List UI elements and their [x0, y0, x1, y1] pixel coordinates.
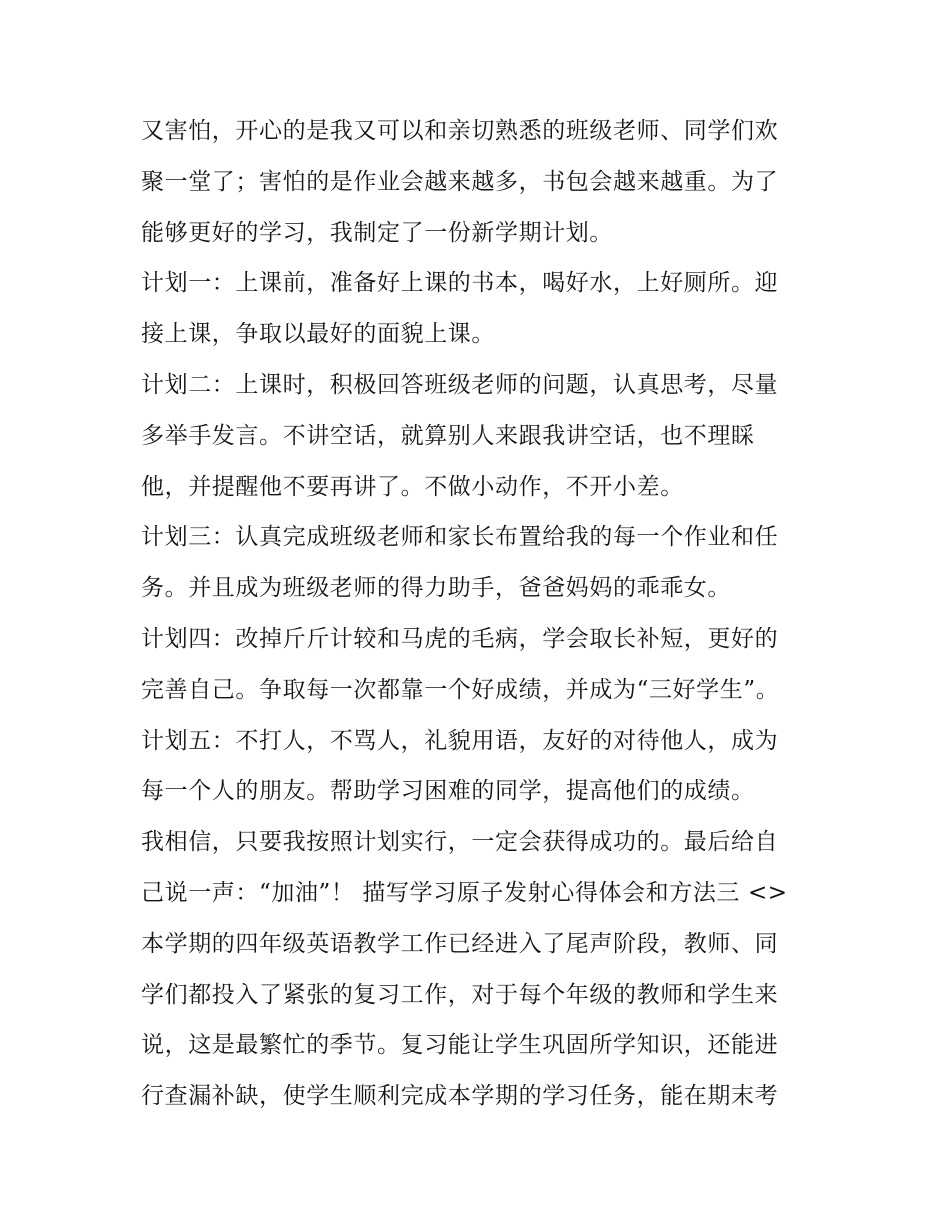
text-line: 计划三：认真完成班级老师和家长布置给我的每一个作业和任	[141, 524, 779, 551]
text-line: 己说一声：“加油”！ 描写学习原子发射心得体会和方法三 <>	[141, 879, 788, 906]
text-line: 能够更好的学习，我制定了一份新学期计划。	[141, 219, 613, 246]
text-line: 学们都投入了紧张的复习工作，对于每个年级的教师和学生来	[141, 981, 779, 1008]
text-line: 行查漏补缺，使学生顺利完成本学期的学习任务，能在期末考	[141, 1083, 779, 1110]
text-line: 计划四：改掉斤斤计较和马虎的毛病，学会取长补短，更好的	[141, 625, 779, 652]
text-line: 计划五：不打人，不骂人，礼貌用语，友好的对待他人，成为	[141, 727, 779, 754]
text-line: 聚一堂了；害怕的是作业会越来越多，书包会越来越重。为了	[141, 168, 779, 195]
text-line: 计划二：上课时，积极回答班级老师的问题，认真思考，尽量	[141, 371, 779, 398]
text-line: 说，这是最繁忙的季节。复习能让学生巩固所学知识，还能进	[141, 1032, 779, 1059]
text-line: 他，并提醒他不要再讲了。不做小动作，不开小差。	[141, 473, 684, 500]
text-line: 接上课，争取以最好的面貌上课。	[141, 321, 495, 348]
text-line: 多举手发言。不讲空话，就算别人来跟我讲空话，也不理睬	[141, 422, 755, 449]
text-line: 务。并且成为班级老师的得力助手，爸爸妈妈的乖乖女。	[141, 575, 731, 602]
text-line: 我相信，只要我按照计划实行，一定会获得成功的。最后给自	[141, 829, 779, 856]
text-line: 本学期的四年级英语教学工作已经进入了尾声阶段，教师、同	[141, 930, 779, 957]
text-line: 完善自己。争取每一次都靠一个好成绩，并成为“三好学生”。	[141, 676, 780, 703]
body-text	[141, 106, 821, 1122]
text-line: 计划一：上课前，准备好上课的书本，喝好水，上好厕所。迎	[141, 270, 779, 297]
text-line: 又害怕，开心的是我又可以和亲切熟悉的班级老师、同学们欢	[141, 118, 779, 144]
text-line: 每一个人的朋友。帮助学习困难的同学，提高他们的成绩。	[141, 778, 755, 805]
